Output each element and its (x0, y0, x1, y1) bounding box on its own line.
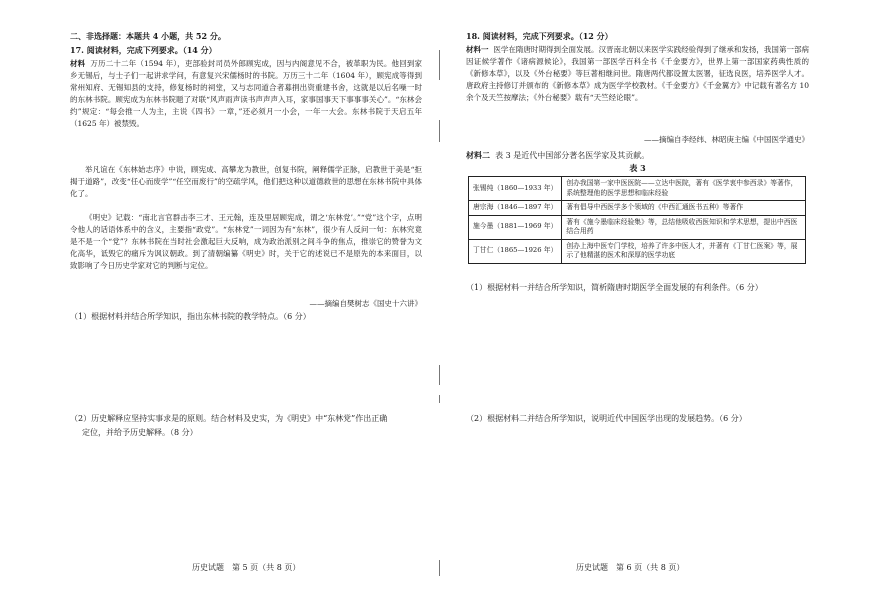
q17-question-2-line-1: （2）历史解释应坚持实事求是的原则。结合材料及史实，为《明史》中“东林党”作出正确 (70, 414, 388, 423)
page-footer-5: 历史试题 第 5 页（共 8 页） (192, 563, 301, 572)
table-row (469, 239, 806, 263)
section-heading: 二、非选择题：本题共 4 小题，共 52 分。 (70, 31, 226, 41)
q18-material-2 (466, 149, 809, 162)
q17-paragraph-3: 《明史》记载：“南北言官群击李三才、王元翰，连及里居顾宪成，谓之‘东林党’。”“党”这个字，点明令他人的话语体系中的含义，主要指“政党”。“东林党”一词因为有“东林”，很少有人反问一句：东林究竟是不是一个“党”？东林书院在当时社会激起巨大反响，成为政治派别之间斗争的焦点，推崇它的赞誉为文化高华，诋毁它的痛斥为讽议朝政。到了清朝编纂《明史》时，关于它的述说已不是原先的本来面目，以致影响了今日历史学家对它的判断与定位。 (70, 213, 422, 270)
q17-material (70, 58, 422, 129)
q18-material-1 (466, 44, 809, 104)
page-footer-6: 历史试题 第 6 页（共 8 页） (576, 563, 685, 572)
q18-material-1-text: 医学在隋唐时期得到全面发展。汉晋南北朝以来医学实践经验得到了继承和发扬，我国第一部病因证候学著作《诸病源候论》，我国第一部医学百科全书《千金要方》，世界上第一部国家药典性质的《新修本草》，以及《外台秘要》等巨著相继问世。隋唐两代都设置太医署，征选良医，培养医学人才。唐政府主持修订并颁布的《新修本草》成为医学学校教材。《千金要方》《千金翼方》中记载有著名方 10 余个及天竺按摩法；《外台秘要》载有“天竺经论眼”。 (466, 45, 809, 102)
q18-header: 18. 阅读材料，完成下列要求。（12 分） (466, 31, 613, 41)
exam-page-6 (466, 0, 809, 615)
table-3-caption: 表 3 (629, 163, 646, 173)
exam-page-5 (70, 0, 422, 615)
table-cell-name: 张锡纯（1860—1933 年） (469, 177, 562, 201)
q17-question-1: （1）根据材料并结合所学知识，指出东林书院的教学特点。（6 分） (70, 312, 311, 321)
table-row (469, 201, 806, 216)
q17-material-label: 材料 (70, 59, 86, 68)
q18-material-2-label: 材料二 (466, 150, 490, 160)
q17-question-2-line-2: 定位，并给予历史解释。（8 分） (82, 428, 198, 437)
table-row (469, 177, 806, 201)
table-cell-desc: 创办我国第一家中医医院——立达中医院，著有《医学衷中参西录》等著作，系统整理他的医学思想和临床经验 (562, 177, 806, 201)
q18-question-1: （1）根据材料一并结合所学知识，简析隋唐时期医学全面发展的有利条件。（6 分） (466, 283, 763, 292)
q18-material-1-source: ——摘编自李经纬、林昭庚主编《中国医学通史》 (644, 135, 809, 144)
table-3 (468, 176, 806, 264)
q17-material-text: 万历二十二年（1594 年），吏部验封司员外郎顾宪成，因与内阁意见不合，被革职为民。他回到家乡无锡后，与士子们一起讲求学问，有意复兴宋儒杨时的书院。万历三十二年（1604 年），顾宪成等得到常州知府、无锡知县的支持，修复杨时的祠堂，又与志同道合者募捐出资重建书舍，这就是以后名噪一时的东林书院。顾宪成为东林书院题了对联“风声雨声读书声声声入耳，家事国事天下事事事关心”。“东林会约”规定：“每会推一人为主，主说《四书》一章，”还必须月一小会，一年一大会。东林书院于天启五年（1625 年）被禁毁。 (70, 59, 423, 128)
table-row (469, 215, 806, 239)
table-cell-desc: 创办上海中医专门学校，培养了许多中医人才，并著有《丁甘仁医案》等，展示了他精湛的医术和深厚的医学功底 (562, 239, 806, 263)
q18-question-2: （2）根据材料二并结合所学知识，说明近代中国医学出现的发展趋势。（6 分） (466, 414, 747, 423)
q17-paragraph-2: 举凡谊在《东林始志序》中说，顾宪成、高攀龙为教世，创复书院，阐释儒学正脉，启教世于美是“拒揭于道路”，改变“任心而废学”“任空而废行”的空疏学风，他们把这种以道德救世的思想在东林书院中具体化了。 (70, 165, 422, 198)
q18-material-1-label: 材料一 (466, 45, 489, 54)
q17-source: ——摘编自樊树志《国史十六讲》 (309, 299, 422, 308)
table-cell-name: 唐宗海（1846—1897 年） (469, 201, 562, 216)
table-cell-desc: 著有倡导中西医学多个领域的《中西汇通医书五种》等著作 (562, 201, 806, 216)
q18-material-2-text: 表 3 是近代中国部分著名医学家及其贡献。 (495, 151, 650, 160)
page-gutter (439, 0, 441, 615)
table-cell-desc: 著有《施今墨临床经验集》等，总结他吸收西医知识和学术思想，提出中西医结合用药 (562, 215, 806, 239)
table-cell-name: 施今墨（1881—1969 年） (469, 215, 562, 239)
table-cell-name: 丁甘仁（1865—1926 年） (469, 239, 562, 263)
q17-header: 17. 阅读材料，完成下列要求。（14 分） (70, 45, 217, 55)
